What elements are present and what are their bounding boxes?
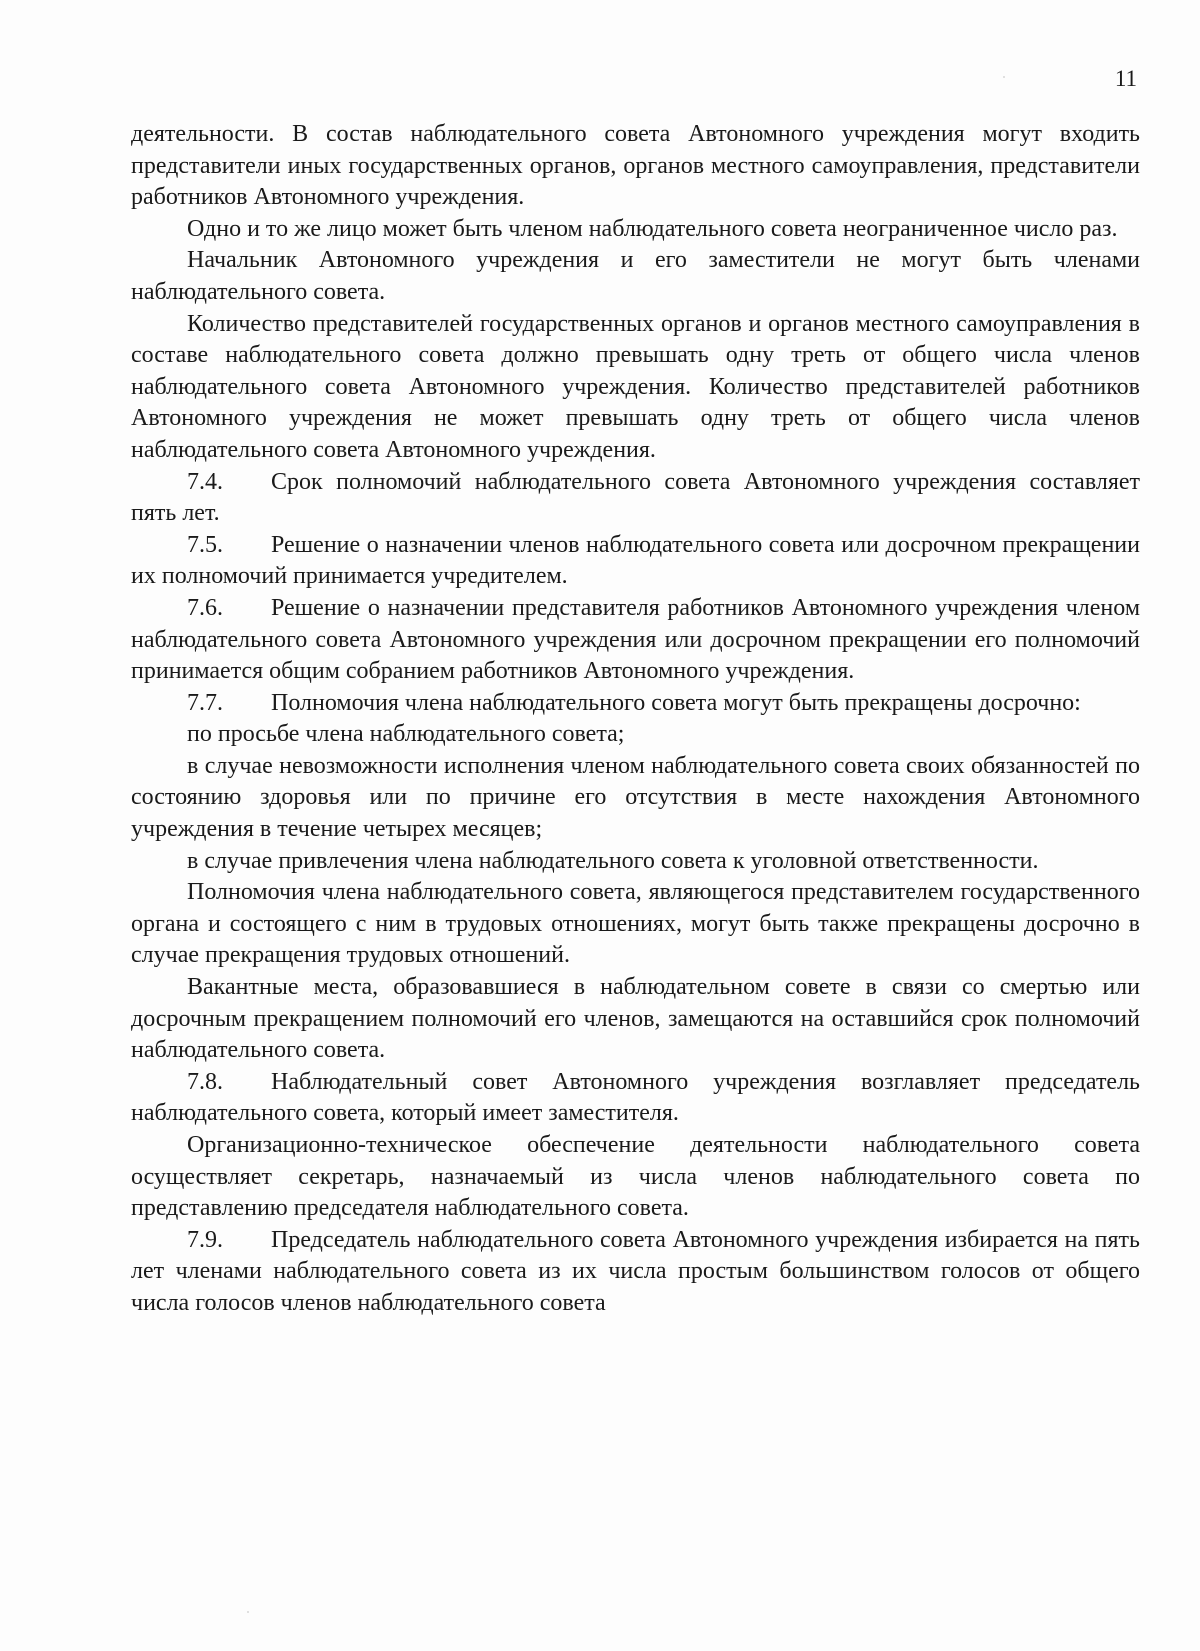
scan-speck [247, 1611, 249, 1613]
paragraph-text: Наблюдательный совет Автономного учреждения возглавляет председатель наблюдательного совета, который имеет заместителя. [131, 1068, 1140, 1127]
paragraph-text: Количество представителей государственных органов и органов местного самоуправления в составе наблюдательного совета должно превышать одну треть от общего числа членов наблюдательного совета Автономного учреждения. Количество представителей работников Автономного учреждения не может превышать одну треть от общего числа членов наблюдательного совета Автономного учреждения. [131, 310, 1140, 463]
list-item [131, 846, 1140, 878]
paragraph-continuation [131, 119, 1140, 214]
paragraph-text: деятельности. В состав наблюдательного совета Автономного учреждения могут входить представители иных государственных органов, органов местного самоуправления, представители работников Автономного учреждения. [131, 121, 1140, 211]
paragraph-text: Решение о назначении представителя работников Автономного учреждения членом наблюдательного совета Автономного учреждения или досрочном прекращении его полномочий принимается общим собранием работников Автономного учреждения. [131, 594, 1140, 685]
paragraph-text: по просьбе члена наблюдательного совета; [187, 721, 625, 748]
document-body [131, 119, 1140, 1320]
clause-7-5 [131, 530, 1140, 593]
paragraph-text: в случае невозможности исполнения членом наблюдательного совета своих обязанностей по состоянию здоровья или по причине его отсутствия в месте нахождения Автономного учреждения в течение четырех месяцев; [131, 752, 1140, 843]
clause-number: 7.7. [187, 689, 223, 716]
clause-number: 7.8. [187, 1068, 223, 1095]
paragraph [131, 1130, 1140, 1225]
clause-7-4 [131, 467, 1140, 530]
page-number: 11 [1114, 66, 1137, 91]
paragraph [131, 877, 1140, 972]
paragraph-text: Начальник Автономного учреждения и его заместители не могут быть членами наблюдательного совета. [131, 247, 1140, 305]
clause-number: 7.6. [187, 594, 223, 621]
paragraph-text: Одно и то же лицо может быть членом наблюдательного совета неограниченное число раз. [187, 215, 1118, 242]
clause-number: 7.9. [187, 1226, 223, 1253]
paragraph [131, 245, 1140, 308]
list-item [131, 719, 1140, 751]
paragraph-text: Решение о назначении членов наблюдательного совета или досрочном прекращении их полномочий принимается учредителем. [131, 531, 1140, 590]
paragraph-text: Срок полномочий наблюдательного совета Автономного учреждения составляет пять лет. [131, 468, 1140, 527]
scan-speck [1003, 76, 1005, 78]
clause-7-8 [131, 1067, 1140, 1130]
list-item [131, 751, 1140, 846]
paragraph-text: Полномочия члена наблюдательного совета, являющегося представителем государственного органа и состоящего с ним в трудовых отношениях, могут быть также прекращены досрочно в случае прекращения трудовых отношений. [131, 879, 1140, 969]
paragraph [131, 214, 1140, 246]
clause-7-6 [131, 593, 1140, 688]
paragraph [131, 972, 1140, 1067]
clause-number: 7.4. [187, 468, 223, 495]
paragraph-text: в случае привлечения члена наблюдательного совета к уголовной ответственности. [187, 847, 1039, 874]
paragraph [131, 309, 1140, 467]
clause-number: 7.5. [187, 531, 223, 558]
paragraph-text: Вакантные места, образовавшиеся в наблюдательном совете в связи со смертью или досрочным прекращением полномочий его членов, замещаются на оставшийся срок полномочий наблюдательного совета. [131, 974, 1140, 1064]
paragraph-text: Председатель наблюдательного совета Автономного учреждения избирается на пять лет членами наблюдательного совета из их числа простым большинством голосов от общего числа голосов членов наблюдательного совета [131, 1226, 1140, 1316]
paragraph-text: Организационно-техническое обеспечение деятельности наблюдательного совета осуществляет секретарь, назначаемый из числа членов наблюдательного совета по представлению председателя наблюдательного совета. [131, 1132, 1140, 1222]
paragraph-text: Полномочия члена наблюдательного совета могут быть прекращены досрочно: [271, 689, 1081, 716]
clause-7-9 [131, 1225, 1140, 1320]
clause-7-7 [131, 688, 1140, 720]
